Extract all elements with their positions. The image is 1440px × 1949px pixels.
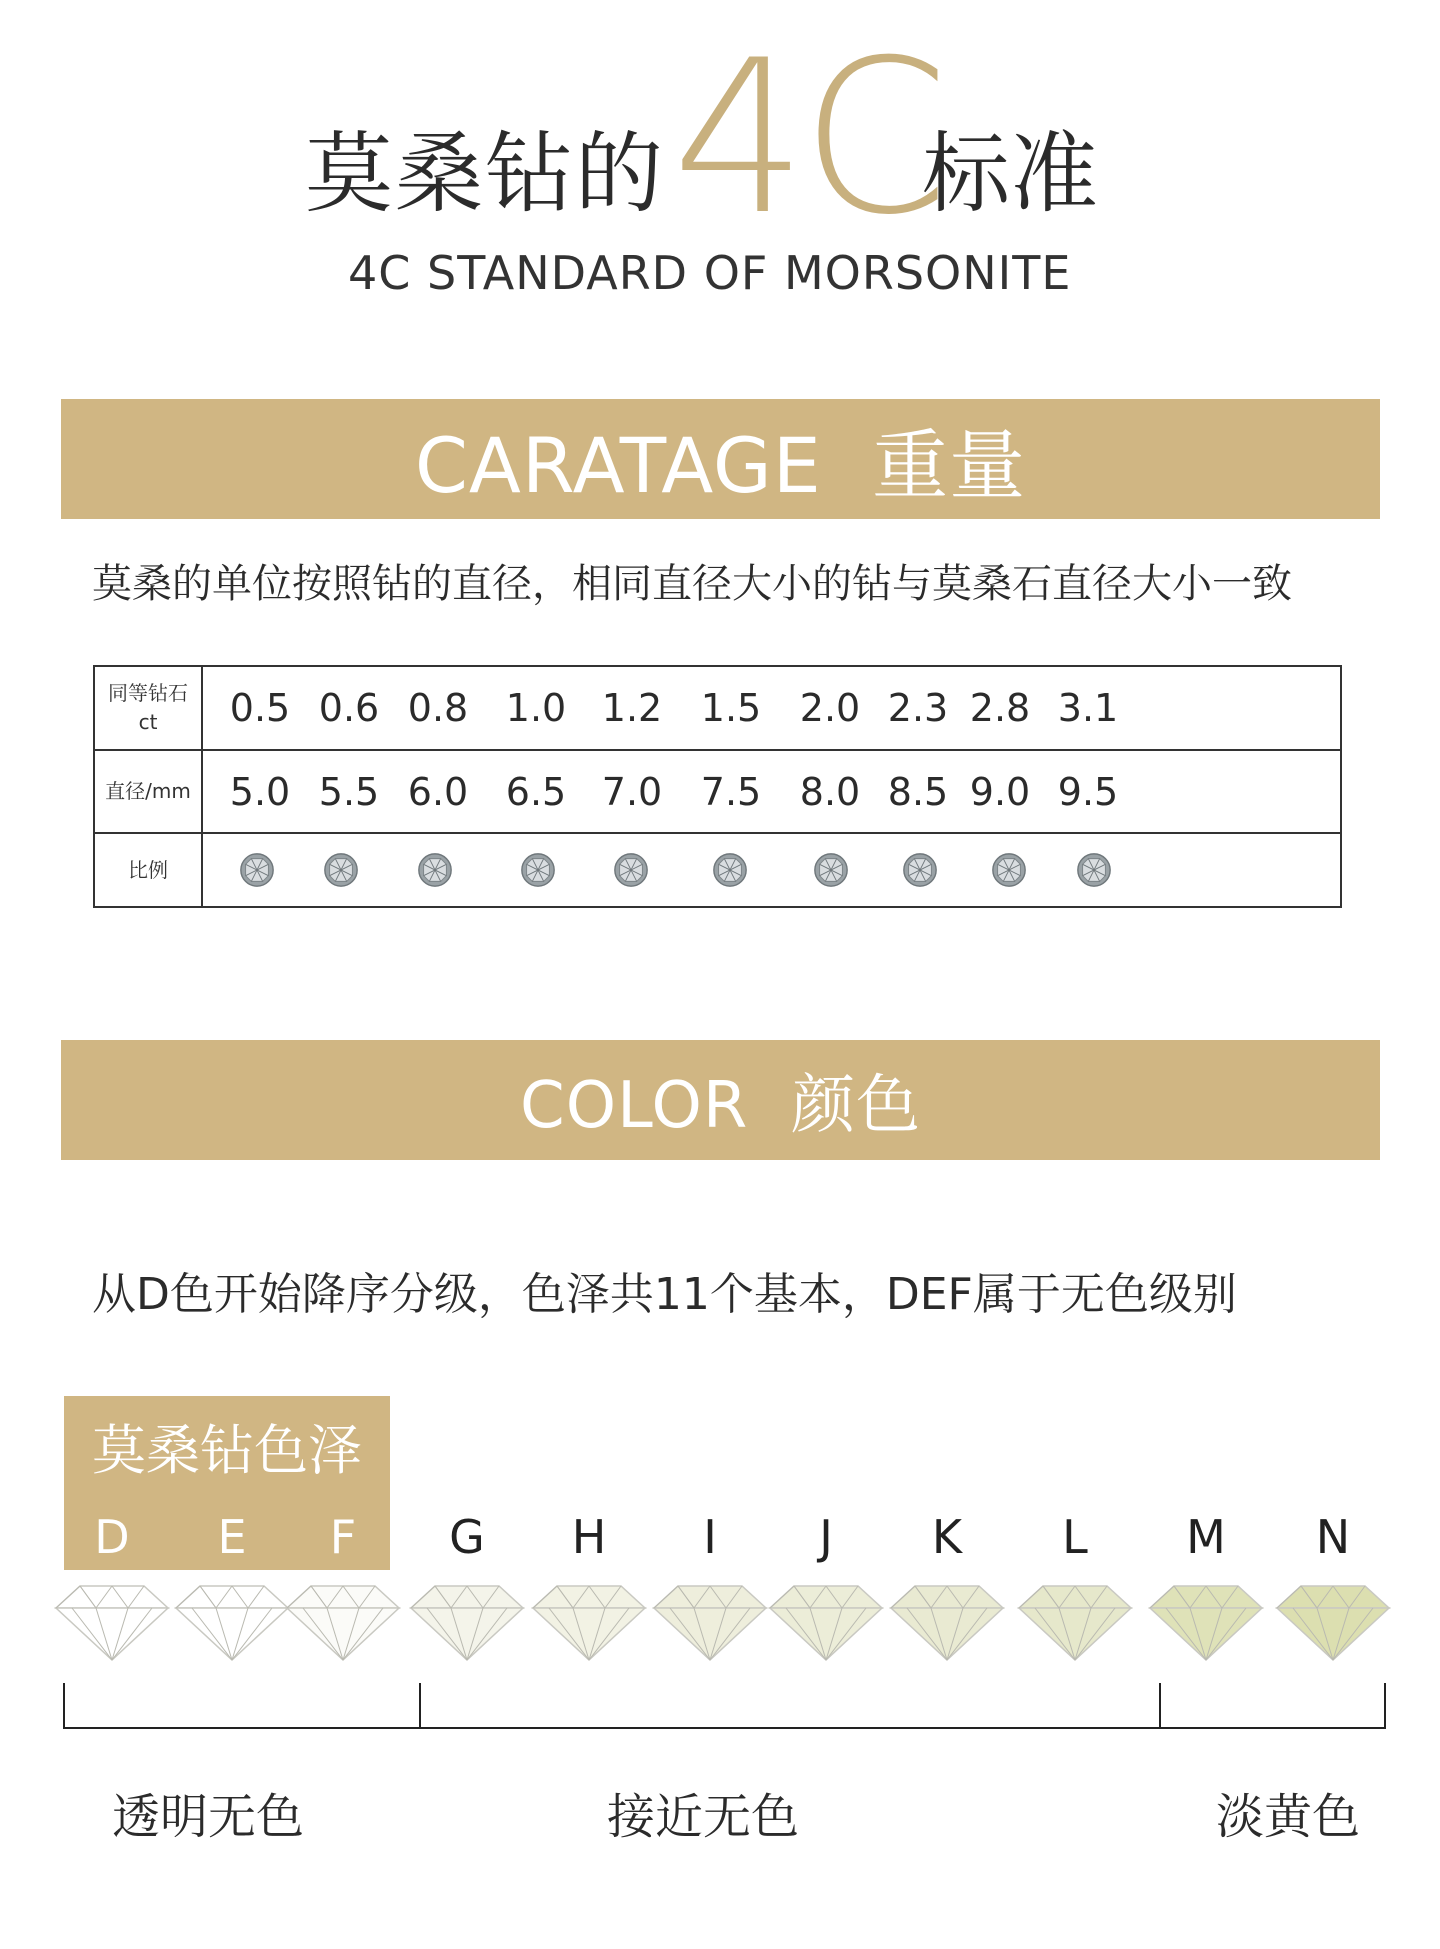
ct-value: 1.5	[700, 686, 762, 730]
grade-letter: I	[703, 1510, 717, 1564]
diamond-icon	[529, 1578, 649, 1664]
bracket-left-tick	[63, 1683, 65, 1729]
mm-value: 6.5	[505, 769, 567, 814]
mm-row	[95, 751, 1340, 834]
ct-row-header-line2: ct	[138, 710, 158, 734]
diamond-icon	[1146, 1578, 1266, 1664]
mm-value: 5.5	[318, 769, 380, 814]
group-label-colorless: 透明无色	[112, 1789, 305, 1845]
grade-letter: E	[217, 1510, 247, 1564]
grade-letter: G	[449, 1510, 485, 1564]
group-label-near-colorless: 接近无色	[607, 1789, 800, 1845]
diamond-icon	[887, 1578, 1007, 1664]
caratage-description: 莫桑的单位按照钻的直径，相同直径大小的钻与莫桑石直径大小一致	[92, 561, 1292, 607]
grade-letter: H	[571, 1510, 607, 1564]
color-banner	[61, 1040, 1380, 1160]
grade-letter: M	[1186, 1510, 1226, 1564]
color-banner-label: COLOR 颜色	[520, 1069, 921, 1143]
mm-value: 6.0	[407, 769, 469, 814]
round-diamond-icon	[990, 851, 1028, 889]
color-description: 从D色开始降序分级，色泽共11个基本，DEF属于无色级别	[92, 1269, 1237, 1320]
ct-row-header	[95, 667, 203, 749]
title-cn-left: 莫桑钻的	[305, 122, 666, 225]
grade-letter: L	[1062, 1510, 1088, 1564]
mm-row-header-label: 直径/mm	[105, 779, 191, 803]
ct-value: 2.8	[969, 686, 1031, 730]
mm-value: 9.0	[969, 769, 1031, 814]
scale-values	[203, 834, 1340, 906]
mm-value: 8.0	[799, 769, 861, 814]
subtitle-en: 4C STANDARD OF MORSONITE	[348, 246, 1072, 300]
round-diamond-icon	[238, 851, 276, 889]
ct-value: 0.6	[318, 686, 380, 730]
diamond-icon	[52, 1578, 172, 1664]
round-diamond-icon	[416, 851, 454, 889]
ct-row	[95, 667, 1340, 751]
grade-letter: F	[329, 1510, 357, 1564]
mm-value: 8.5	[887, 769, 949, 814]
scale-row	[95, 834, 1340, 906]
scale-row-header-label: 比例	[128, 857, 168, 882]
diamond-icon	[1015, 1578, 1135, 1664]
grade-title: 莫桑钻色泽	[92, 1419, 362, 1482]
title-cn-right: 标准	[922, 122, 1099, 225]
ct-values	[203, 667, 1340, 749]
ct-value: 1.2	[601, 686, 663, 730]
round-diamond-icon	[901, 851, 939, 889]
diamond-icon	[283, 1578, 403, 1664]
round-diamond-icon	[1075, 851, 1113, 889]
ct-value: 0.8	[407, 686, 469, 730]
carat-table	[93, 665, 1342, 908]
ct-value: 1.0	[505, 686, 567, 730]
mm-value: 7.0	[601, 769, 663, 814]
diamond-icon	[766, 1578, 886, 1664]
mm-value: 5.0	[229, 769, 291, 814]
bracket-divider-1	[419, 1683, 421, 1729]
bracket-right-tick	[1384, 1683, 1386, 1729]
caratage-banner	[61, 399, 1380, 519]
mm-row-header	[95, 751, 203, 832]
grade-letter: N	[1315, 1510, 1351, 1564]
ct-value: 3.1	[1057, 686, 1119, 730]
bracket-baseline	[63, 1727, 1386, 1729]
diamond-icon	[407, 1578, 527, 1664]
round-diamond-icon	[612, 851, 650, 889]
ct-row-header-line1: 同等钻石	[108, 681, 188, 705]
mm-value: 7.5	[700, 769, 762, 814]
round-diamond-icon	[322, 851, 360, 889]
diamond-icon	[1273, 1578, 1393, 1664]
grade-letter: K	[931, 1510, 963, 1564]
caratage-banner-label: CARATAGE 重量	[414, 420, 1027, 510]
grade-letter: J	[819, 1510, 833, 1564]
round-diamond-icon	[711, 851, 749, 889]
group-label-faint-yellow: 淡黄色	[1216, 1789, 1361, 1845]
ct-value: 2.3	[887, 686, 949, 730]
mm-values	[203, 751, 1340, 832]
round-diamond-icon	[519, 851, 557, 889]
scale-row-header	[95, 834, 203, 906]
diamond-icon	[650, 1578, 770, 1664]
ct-value: 0.5	[229, 686, 291, 730]
title-4c: 4C	[672, 14, 943, 261]
mm-value: 9.5	[1057, 769, 1119, 814]
round-diamond-icon	[812, 851, 850, 889]
ct-value: 2.0	[799, 686, 861, 730]
bracket-divider-2	[1159, 1683, 1161, 1729]
grade-letter: D	[94, 1510, 130, 1564]
diamond-icon	[172, 1578, 292, 1664]
